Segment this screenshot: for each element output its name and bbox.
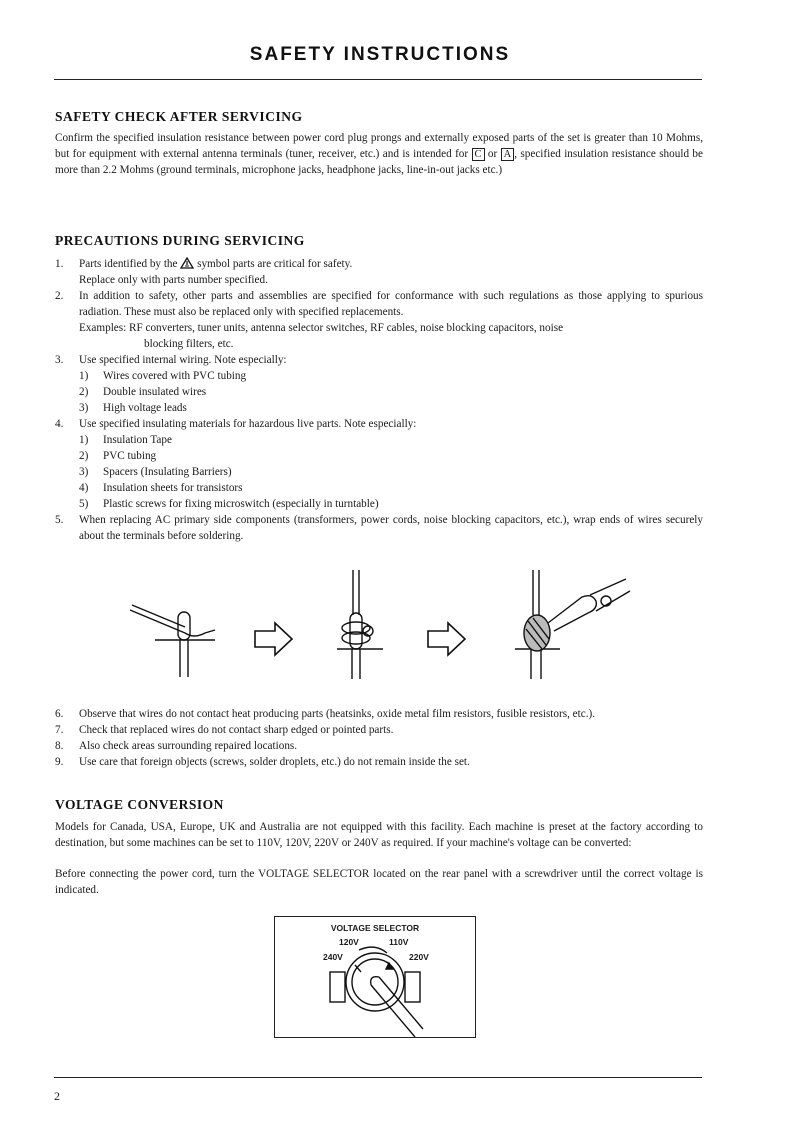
page-title: SAFETY INSTRUCTIONS — [249, 44, 511, 65]
or-text: or — [487, 147, 498, 160]
sub-number: 3) — [79, 466, 89, 478]
warning-triangle-icon — [180, 257, 194, 269]
item-number: 8. — [55, 740, 64, 752]
sub-number: 5) — [79, 498, 89, 510]
item5-text: When replacing AC primary side components (transformers, power cords, noise blocking capacitors, etc.), wrap ends of wires securely about the terminals before soldering. — [79, 514, 703, 542]
list-item — [55, 416, 703, 512]
title-rule — [54, 79, 702, 80]
box-c-label: C — [472, 148, 485, 161]
safety-check-text-after: , specified insulation resistance should be more than 2.2 Mohms (ground terminals, microphone jacks, headphone jacks, line-in-out jacks etc.) — [55, 147, 703, 176]
sub-text: PVC tubing — [103, 450, 157, 462]
voltage-selector-title: VOLTAGE SELECTOR — [330, 923, 420, 933]
sub-number: 4) — [79, 482, 89, 494]
arrow-2 — [428, 623, 465, 655]
item1-line2: Replace only with parts number specified. — [79, 274, 268, 286]
label-110v: 110V — [389, 937, 409, 947]
voltage-selector-figure — [274, 916, 476, 1038]
item-number: 6. — [55, 708, 64, 720]
sub-text: Insulation Tape — [103, 434, 172, 446]
item8-text: Also check areas surrounding repaired locations. — [79, 740, 298, 752]
sub-item — [79, 480, 703, 496]
sub-number: 2) — [79, 386, 89, 398]
sub-item — [79, 496, 703, 512]
item1-text-b: symbol parts are critical for safety. — [197, 258, 353, 270]
voltage-paragraph-1: Models for Canada, USA, Europe, UK and Australia are not equipped with this facility. Each machine is preset at the factory according to destination, but some machines can be set to 110V, 120V, 220V or 240V as required. If your machine's voltage can be converted: — [55, 821, 703, 849]
precautions-heading: PRECAUTIONS DURING SERVICING — [55, 233, 305, 248]
terminal-step-3 — [515, 570, 630, 679]
sub-text: Spacers (Insulating Barriers) — [103, 466, 232, 478]
list-item — [55, 512, 703, 544]
sub-item — [79, 448, 703, 464]
footer-rule — [54, 1077, 702, 1078]
sub-text: Plastic screws for fixing microswitch (especially in turntable) — [103, 498, 379, 510]
label-240v: 240V — [323, 952, 343, 962]
page-number: 2 — [54, 1089, 60, 1103]
terminal-step-1 — [130, 605, 215, 677]
label-120v: 120V — [339, 937, 359, 947]
sub-item — [79, 400, 703, 416]
sub-text: High voltage leads — [103, 402, 187, 414]
safety-check-paragraph — [55, 131, 703, 178]
arrow-1 — [255, 623, 292, 655]
voltage-heading: VOLTAGE CONVERSION — [55, 797, 224, 812]
box-a-label: A — [501, 148, 515, 161]
item-number: 7. — [55, 724, 64, 736]
list-item — [55, 288, 703, 352]
item-number: 3. — [55, 354, 64, 366]
label-220v: 220V — [409, 952, 429, 962]
list-item — [55, 738, 703, 754]
sub-number: 3) — [79, 402, 89, 414]
list-item — [55, 706, 703, 722]
list-item — [55, 754, 703, 770]
item9-text: Use care that foreign objects (screws, solder droplets, etc.) do not remain inside the set. — [79, 756, 470, 768]
item-number: 5. — [55, 514, 64, 526]
safety-check-text-before: Confirm the specified insulation resistance between power cord plug prongs and externally exposed parts of the set is greater than 10 Mohms, but for equipment with external antenna terminals (tuner, receiver, etc.) and is intended for — [55, 132, 703, 160]
item1-text-a: Parts identified by the — [79, 258, 178, 270]
list-item — [55, 352, 703, 416]
item-number: 2. — [55, 290, 64, 302]
sub-number: 1) — [79, 370, 89, 382]
safety-check-heading: SAFETY CHECK AFTER SERVICING — [55, 109, 303, 124]
sub-item — [79, 464, 703, 480]
sub-text: Double insulated wires — [103, 386, 207, 398]
item-number: 4. — [55, 418, 64, 430]
sub-text: Wires covered with PVC tubing — [103, 370, 247, 382]
item2-examples-cont: blocking filters, etc. — [144, 338, 234, 350]
sub-item — [79, 384, 703, 400]
sub-item — [79, 368, 703, 384]
wire-wrapping-diagram — [130, 565, 650, 695]
sub-item — [79, 432, 703, 448]
precautions-list-cont — [55, 706, 703, 770]
item6-text: Observe that wires do not contact heat producing parts (heatsinks, oxide metal film resistors, fusible resistors, etc.). — [79, 708, 596, 720]
terminal-step-2 — [337, 570, 383, 679]
sub-number: 2) — [79, 450, 89, 462]
item3-text: Use specified internal wiring. Note especially: — [79, 354, 287, 366]
list-item — [55, 256, 703, 288]
item4-text: Use specified insulating materials for hazardous live parts. Note especially: — [79, 418, 417, 430]
item7-text: Check that replaced wires do not contact sharp edged or pointed parts. — [79, 724, 394, 736]
sub-text: Insulation sheets for transistors — [103, 482, 243, 494]
selector-dial-icon — [275, 917, 475, 1037]
item2-examples: Examples: RF converters, tuner units, antenna selector switches, RF cables, noise blocking capacitors, noise — [79, 322, 564, 334]
item-number: 1. — [55, 258, 64, 270]
sub-number: 1) — [79, 434, 89, 446]
item2-text: In addition to safety, other parts and assemblies are specified for conformance with such regulations as those applying to spurious radiation. These must also be replaced only with specified replacements. — [79, 290, 703, 318]
voltage-paragraph-2: Before connecting the power cord, turn the VOLTAGE SELECTOR located on the rear panel with a screwdriver until the correct voltage is indicated. — [55, 868, 703, 896]
list-item — [55, 722, 703, 738]
precautions-list — [55, 256, 703, 544]
item-number: 9. — [55, 756, 64, 768]
